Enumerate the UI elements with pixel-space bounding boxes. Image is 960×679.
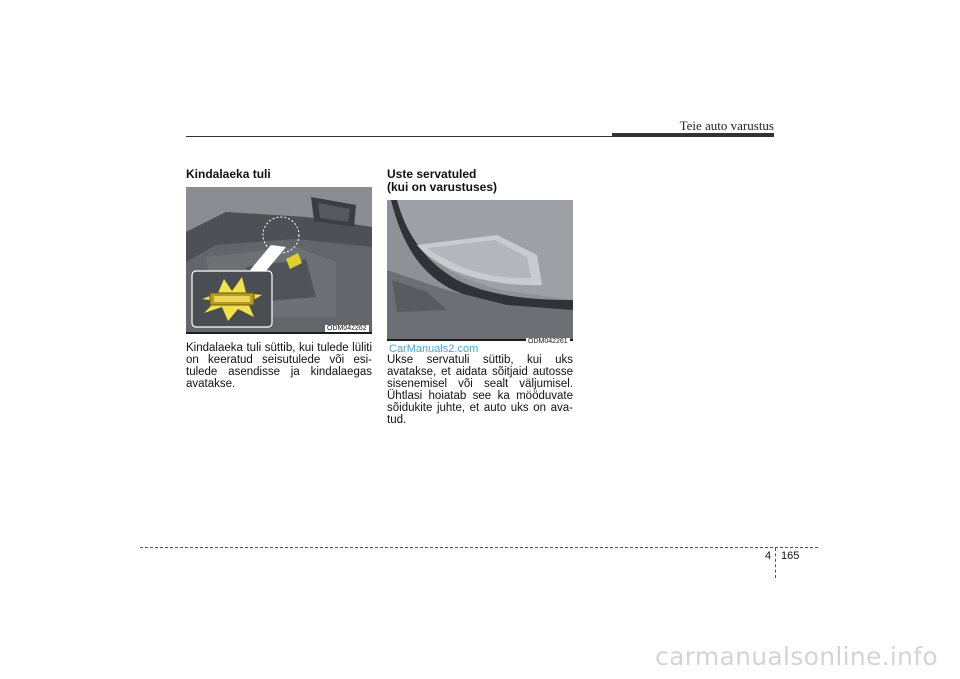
- glovebox-lamp-figure: [186, 187, 372, 332]
- door-courtesy-text: Ukse servatuli süttib, kui uks avatakse, et aidata sõitjaid autosse sisenemisel või sealt väljumisel. Ühtlasi hoiatab see ka mööduvate sõidukite juhte, et auto uks on ava-tud.: [387, 354, 573, 426]
- page-number: 165: [781, 550, 800, 562]
- figure-caption-bar: [186, 332, 372, 334]
- door-courtesy-heading-line2: (kui on varustuses): [387, 180, 498, 194]
- door-panel-illustration: [387, 200, 573, 339]
- footer-rule: [140, 547, 818, 548]
- glovebox-illustration: [186, 187, 372, 332]
- figure-code: ODM042262: [327, 325, 367, 332]
- door-courtesy-heading-line1: Uste servatuled: [387, 167, 477, 181]
- watermark[interactable]: CarManuals2.com: [389, 343, 479, 355]
- glovebox-lamp-heading: Kindalaeka tuli: [186, 167, 271, 181]
- running-header-title: Teie auto varustus: [679, 118, 774, 133]
- site-footer-watermark[interactable]: carmanualsonline.info: [655, 642, 938, 671]
- chapter-number: 4: [765, 550, 772, 562]
- footer-divider: [775, 548, 776, 578]
- glovebox-lamp-text: Kindalaeka tuli süttib, kui tulede lüliti on keeratud seisutulede või esi-tulede asendisse ja kindalaegas avatakse.: [186, 342, 372, 390]
- figure-code: ODM042261: [528, 338, 568, 345]
- door-courtesy-figure: [387, 200, 573, 339]
- header-rule-accent: [612, 133, 774, 137]
- door-courtesy-heading: [387, 168, 497, 194]
